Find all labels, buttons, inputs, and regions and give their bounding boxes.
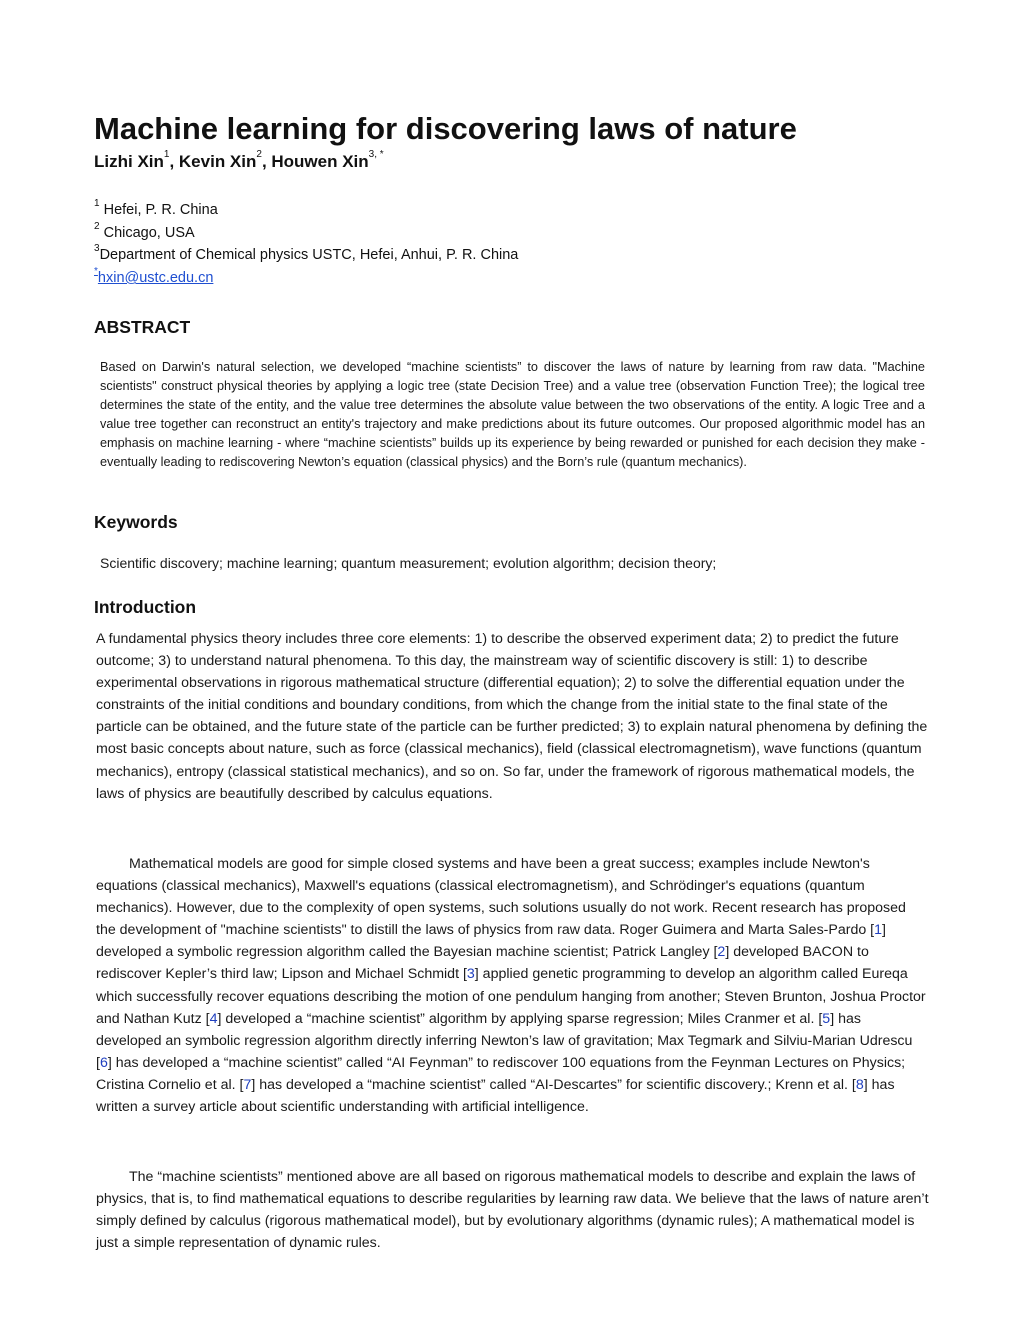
abstract-heading: ABSTRACT <box>94 317 191 337</box>
affiliation <box>94 221 195 241</box>
affiliation-text: Department of Chemical physics USTC, Hefei, Anhui, P. R. China <box>99 247 519 263</box>
paragraph-text: ] has developed an symbolic regression algorithm directly inferring Newton’s law of gravitation; Max Tegmark and Silviu-Marian Udrescu [ <box>96 1010 913 1071</box>
author-name: Kevin Xin <box>178 152 257 171</box>
intro-paragraph-3: The “machine scientists” mentioned above are all based on rigorous mathematical models to describe and explain the laws of physics, that is, to find mathematical equations to describe regularities by learning raw data. We believe that the laws of nature aren’t simply defined by calculus (rigorous mathematical model), but by evolutionary algorithms (dynamic rules); A mathematical model is just a simple representation of dynamic rules. <box>96 1169 929 1252</box>
citation-link[interactable]: 4 <box>209 1010 218 1027</box>
citation-link[interactable]: 1 <box>874 922 883 939</box>
intro-paragraph-1: A fundamental physics theory includes three core elements: 1) to describe the observed experiment data; 2) to predict the future outcome; 3) to understand natural phenomena. To this day, the mainstream way of scientific discovery is still: 1) to describe experimental observations in rigorous mathematical structure (differential equation); 2) to solve the differential equation under the constraints of the initial conditions and boundary conditions, from which the change from the initial state to the final state of the particle can be obtained, and the future state of the particle can be further predicted; 3) to explain natural phenomena by defining the most basic concepts about nature, such as force (classical mechanics), field (classical electromagnetism), wave functions (quantum mechanics), entropy (classical statistical mechanics), and so on. So far, under the framework of rigorous mathematical models, the laws of physics are beautifully described by calculus equations. <box>96 631 928 802</box>
author-name: Lizhi Xin <box>94 152 164 171</box>
keywords-heading: Keywords <box>94 512 178 532</box>
paragraph-text: ] has developed a “machine scientist” called “AI-Descartes” for scientific discovery.; Krenn et al. [ <box>251 1076 856 1093</box>
abstract-text: Based on Darwin's natural selection, we developed “machine scientists” to discover the laws of nature by learning from raw data. "Machine scientists" construct physical theories by applying a logic tree (state Decision Tree) and a value tree (observation Function Tree); the logical tree determines the state of the entity, and the value tree determines the absolute value between the two observations of the entity. A logic Tree and a value tree together can reconstruct an entity's trajectory and make predictions about its future outcomes. Our proposed algorithmic model has an emphasis on machine learning - where “machine scientists” builds up its experience by being rewarded or punished for each decision they make - eventually leading to rediscovering Newton’s equation (classical physics) and the Born’s rule (quantum mechanics). <box>100 360 925 469</box>
paragraph-text: ] applied genetic programming to develop an algorithm called Eureqa which successfully recover equations describing the motion of one pendulum hanging from another; Steven Brunton, Joshua Proctor and Nathan Kutz [ <box>96 966 926 1027</box>
paragraph-text: ] has developed a “machine scientist” called “AI Feynman” to rediscover 100 equations from the Feynman Lectures on Physics; Cristina Cornelio et al. [ <box>96 1054 906 1093</box>
citation-link[interactable]: 3 <box>466 966 475 983</box>
affiliation <box>94 243 519 263</box>
affiliation-sup: 2 <box>94 221 100 232</box>
author-sup: 2 <box>256 149 262 160</box>
keywords-text: Scientific discovery; machine learning; quantum measurement; evolution algorithm; decision theory; <box>100 555 717 571</box>
citation-link[interactable]: 5 <box>822 1010 831 1027</box>
affiliation-sup: 3 <box>94 243 100 254</box>
email-line <box>94 266 214 286</box>
paragraph-text: ] developed BACON to rediscover Kepler’s third law; Lipson and Michael Schmidt [ <box>96 944 869 983</box>
paper-title: Machine learning for discovering laws of nature <box>94 111 797 146</box>
paragraph-text: ] developed a “machine scientist” algorithm by applying sparse regression; Miles Cranmer et al. [ <box>217 1010 823 1027</box>
citation-link[interactable]: 6 <box>99 1054 108 1071</box>
email-link[interactable]: hxin@ustc.edu.cn <box>97 270 214 286</box>
author-sup: 3, * <box>368 149 384 160</box>
citation-link[interactable]: 8 <box>855 1076 864 1093</box>
affiliation <box>94 198 218 218</box>
citation-link[interactable]: 2 <box>717 944 726 961</box>
author-name: Houwen Xin <box>271 152 369 171</box>
author-list <box>94 149 384 172</box>
paragraph-text: ] developed a symbolic regression algorithm called the Bayesian machine scientist; Patrick Langley [ <box>96 922 886 961</box>
intro-paragraph-2 <box>96 853 929 1118</box>
author-sup: 1 <box>163 149 170 160</box>
affiliation-text: Hefei, P. R. China <box>99 202 218 218</box>
affiliation-text: Chicago, USA <box>99 225 195 241</box>
paragraph-text: Mathematical models are good for simple closed systems and have been a great success; examples include Newton's equations (classical mechanics), Maxwell's equations (classical electromagnetism), and Schrödinger's equations (quantum mechanics). However, due to the complexity of open systems, such solutions usually do not work. Recent research has proposed the development of "machine scientists" to distill the laws of physics from raw data. Roger Guimera and Marta Sales-Pardo [ <box>96 856 906 939</box>
author-separator: , <box>169 152 179 171</box>
citation-link[interactable]: 7 <box>243 1076 252 1093</box>
email-sup: * <box>94 266 98 277</box>
author-separator: , <box>261 152 272 171</box>
introduction-heading: Introduction <box>94 597 197 617</box>
paragraph-text: ] has written a survey article about scientific understanding with artificial intelligence. <box>96 1076 895 1116</box>
affiliation-sup: 1 <box>94 198 100 209</box>
